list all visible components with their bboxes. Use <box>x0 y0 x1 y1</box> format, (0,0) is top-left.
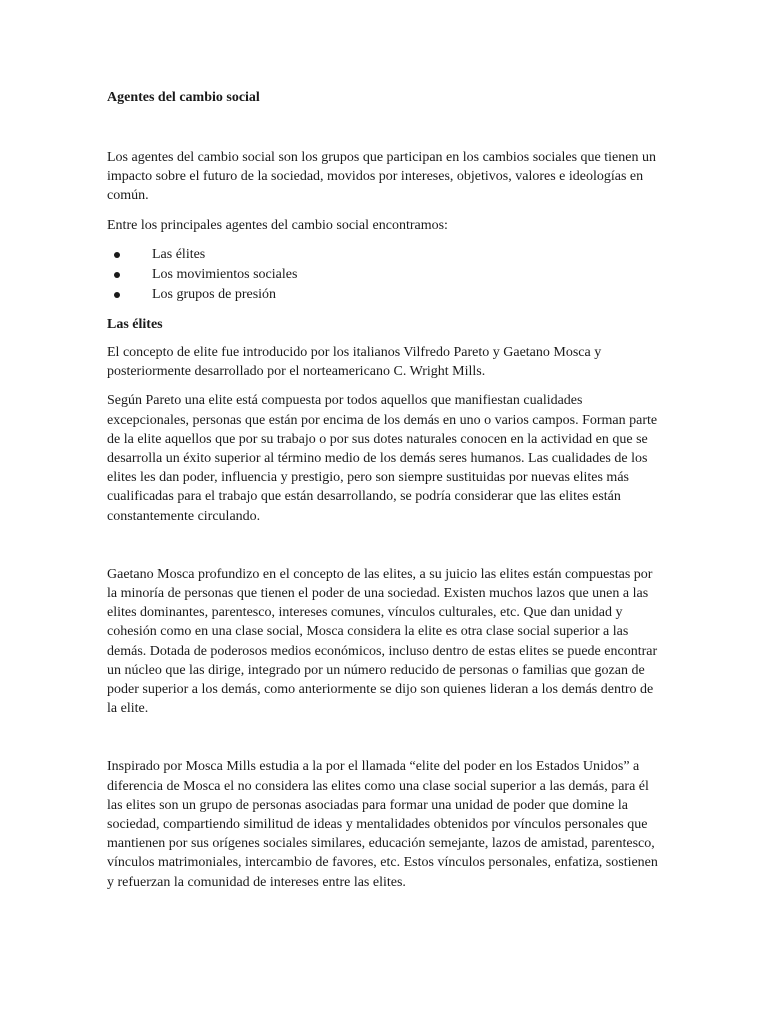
paragraph-origin: El concepto de elite fue introducido por los italianos Vilfredo Pareto y Gaetano Mosca y posteriormente desarrollado por el norteamericano C. Wright Mills. <box>107 345 602 380</box>
bullet-icon <box>114 272 120 278</box>
document-title: Agentes del cambio social <box>107 90 260 105</box>
intro-paragraph: Los agentes del cambio social son los grupos que participan en los cambios sociales que tienen un impacto sobre el futuro de la sociedad, movidos por intereses, objetivos, valores e ideologías en común. <box>107 150 656 204</box>
paragraph-mosca: Gaetano Mosca profundizo en el concepto de las elites, a su juicio las elites están compuestas por la minoría de personas que tienen el poder de una sociedad. Existen muchos lazos que unen a las elites dominantes, parentesco, intereses comunes, vínculos culturales, etc. Que dan unidad y cohesión como en una clase social, Mosca considera la elite es otra clase social superior a las demás. Dotada de poderosos medios económicos, incluso dentro de estas elites se puede encontrar un núcleo que las dirige, integrado por un número reducido de personas o familias que gozan de poder superior a los demás, como anteriormente se dijo son quienes lideran a los demás dentro de la elite. <box>107 566 658 717</box>
list-item-label: Las élites <box>152 246 206 262</box>
list-item <box>152 285 663 305</box>
list-item-label: Los grupos de presión <box>152 286 277 302</box>
paragraph-pareto: Según Pareto una elite está compuesta por todos aquellos que manifiestan cualidades excepcionales, personas que están por encima de los demás en uno o varios campos. Forman parte de la elite aquellos que por su trabajo o por sus dotes naturales conocen en la actividad en que se desarrolla un éxito superior al término medio de los demás seres humanos. Las cualidades de los elites les dan poder, influencia y prestigio, pero son siempre sustituidas por nuevas elites más cualificadas para el trabajo que están desarrollando, se podría considerar que las elites están constantemente circulando. <box>107 393 658 524</box>
document-page <box>107 88 663 902</box>
paragraph-mills: Inspirado por Mosca Mills estudia a la por el llamada “elite del poder en los Estados Unidos” a diferencia de Mosca el no considera las elites como una clase social superior a las demás, para él las elites son un grupo de personas asociadas para formar una unidad de poder que domine la sociedad, compartiendo similitud de ideas y mentalidades obtenidos por vínculos personales que mantienen por sus orígenes sociales similares, educación semejante, lazos de amistad, parentesco, vínculos matrimoniales, intercambio de favores, etc. Estos vínculos personales, enfatiza, sostienen y refuerzan la comunidad de intereses entre las elites. <box>107 759 658 890</box>
bullet-icon <box>114 252 120 258</box>
agents-list <box>107 245 663 305</box>
list-item <box>152 265 663 285</box>
section-title: Las élites <box>107 316 163 332</box>
list-item <box>152 245 663 265</box>
list-item-label: Los movimientos sociales <box>152 266 298 282</box>
bullet-icon <box>114 292 120 298</box>
list-intro: Entre los principales agentes del cambio social encontramos: <box>107 217 448 233</box>
